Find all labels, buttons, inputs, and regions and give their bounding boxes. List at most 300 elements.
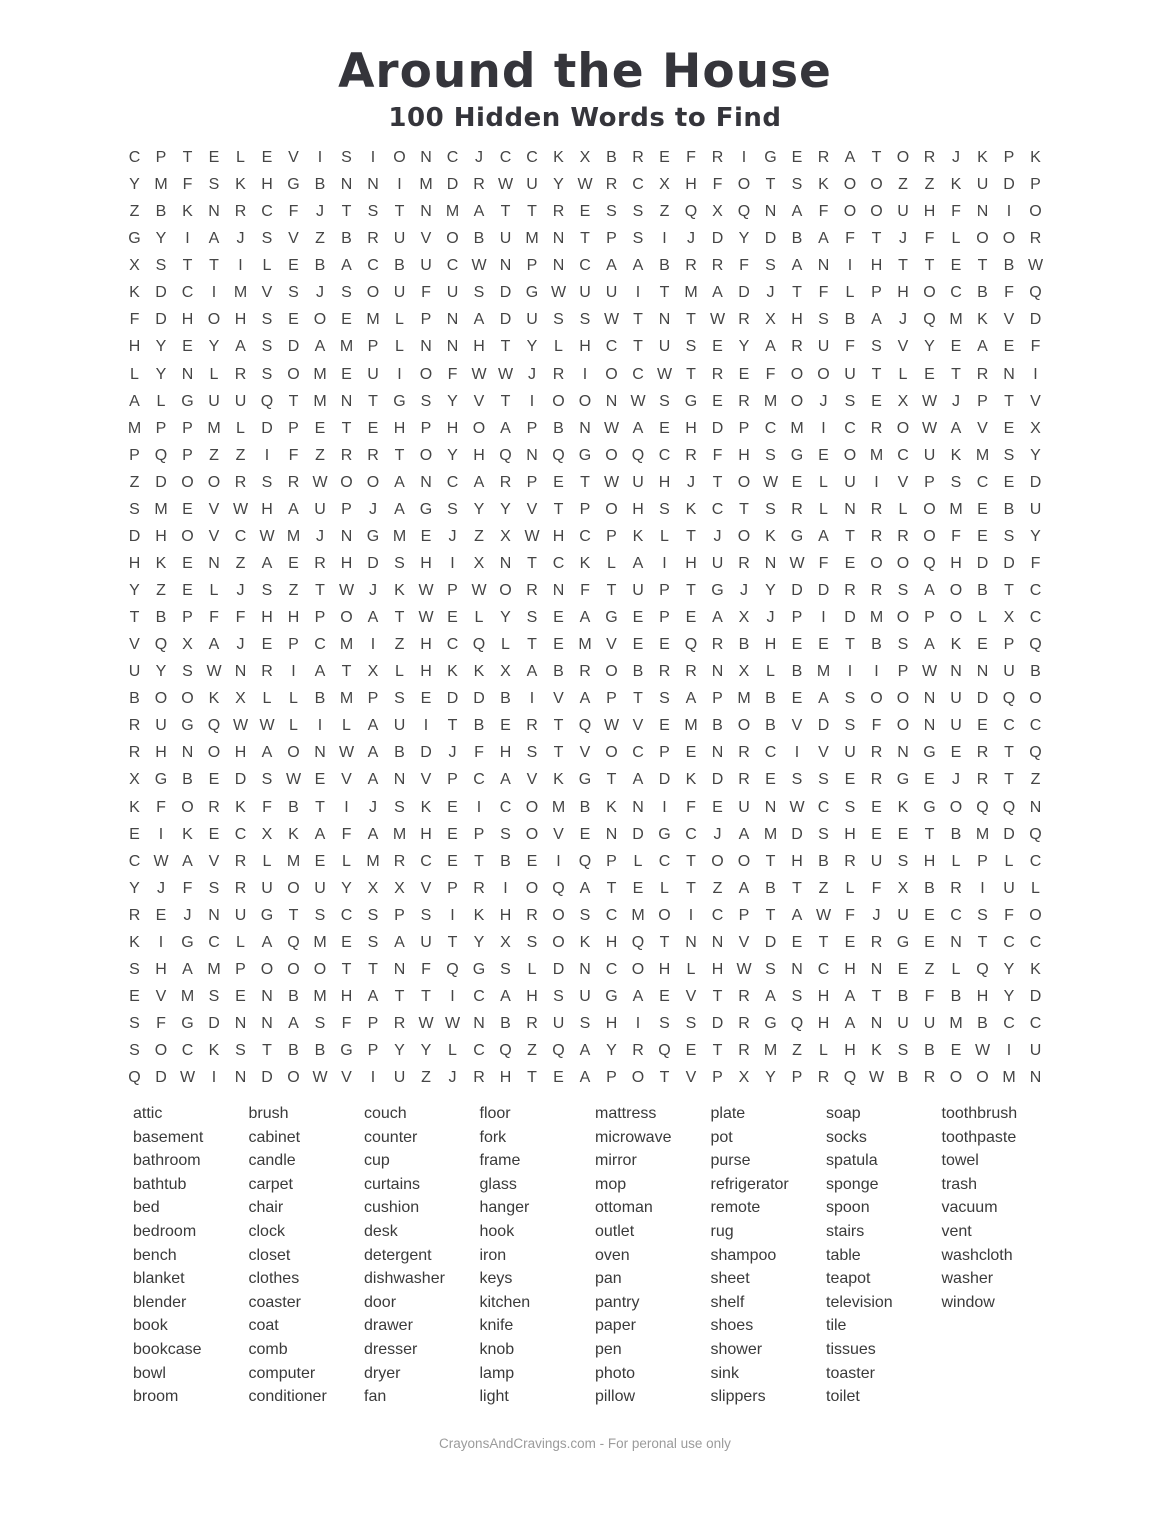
grid-cell-letter: E	[500, 717, 511, 735]
grid-cell-letter: C	[1003, 1015, 1015, 1032]
grid-cell-letter: I	[529, 690, 535, 708]
grid-cell-letter: H	[950, 554, 962, 572]
grid-cell-letter: S	[420, 392, 432, 410]
grid-cell-letter: S	[791, 771, 803, 789]
grid-row	[121, 658, 1049, 685]
grid-cell-letter: Y	[129, 879, 140, 897]
grid-cell-letter: R	[499, 473, 512, 491]
grid-row	[121, 1037, 1049, 1064]
grid-cell-letter: S	[632, 230, 644, 248]
grid-cell-letter: P	[897, 663, 909, 681]
grid-cell-letter: R	[685, 257, 697, 275]
grid-cell-letter: A	[606, 257, 617, 275]
word-list-item: toothbrush	[941, 1105, 1018, 1122]
grid-cell-letter: E	[844, 771, 856, 789]
word-list-item: teapot	[826, 1270, 871, 1288]
grid-cell-letter: D	[128, 527, 141, 545]
grid-cell-letter: D	[817, 717, 830, 735]
grid-cell-letter: Y	[1030, 527, 1041, 545]
grid-cell-letter: W	[709, 311, 726, 329]
grid-cell-letter: M	[949, 1015, 963, 1032]
grid-cell-letter: V	[473, 392, 485, 410]
grid-cell-letter: Z	[315, 446, 325, 464]
grid-cell-letter: E	[288, 311, 299, 329]
grid-cell-letter: L	[395, 663, 404, 681]
word-list-item: pantry	[595, 1293, 640, 1311]
grid-cell-letter: T	[686, 879, 696, 897]
grid-cell-letter: I	[370, 149, 376, 166]
grid-cell-letter: A	[500, 419, 511, 437]
grid-cell-letter: E	[553, 1069, 564, 1087]
grid-cell-letter: Y	[447, 446, 458, 464]
grid-cell-letter: N	[579, 960, 591, 978]
grid-cell-letter: O	[446, 230, 459, 248]
grid-cell-letter: H	[128, 338, 141, 356]
grid-cell-letter: S	[791, 987, 803, 1005]
grid-cell-letter: O	[287, 365, 300, 383]
grid-cell-letter: X	[738, 1069, 750, 1087]
grid-cell-letter: O	[843, 203, 857, 221]
grid-cell-letter: O	[817, 365, 830, 383]
grid-cell-letter: U	[632, 473, 644, 491]
grid-cell-letter: T	[580, 473, 590, 491]
grid-cell-letter: P	[1030, 176, 1041, 194]
grid-cell-letter: G	[366, 527, 380, 545]
word-list-item: chair	[248, 1199, 284, 1217]
word-list-item: coat	[248, 1317, 279, 1335]
grid-cell-letter: J	[899, 230, 907, 248]
grid-cell-letter: Z	[235, 446, 246, 464]
grid-cell-letter: P	[367, 1015, 379, 1032]
grid-cell-letter: A	[950, 419, 962, 437]
grid-cell-letter: Z	[209, 446, 219, 464]
grid-cell-letter: S	[367, 203, 379, 221]
grid-cell-letter: V	[553, 825, 564, 843]
grid-cell-letter: V	[526, 500, 538, 518]
grid-cell-letter: S	[685, 338, 697, 356]
grid-cell-letter: N	[552, 230, 565, 248]
grid-cell-letter: P	[791, 609, 803, 627]
grid-cell-letter: H	[181, 311, 194, 329]
grid-cell-letter: Q	[1029, 825, 1042, 843]
grid-cell-letter: R	[923, 149, 936, 166]
word-list-item: lamp	[479, 1364, 515, 1382]
grid-cell-letter: E	[950, 744, 962, 762]
word-search-grid	[121, 144, 1049, 1091]
grid-cell-letter: T	[951, 365, 961, 383]
grid-cell-letter: I	[397, 365, 402, 383]
grid-cell-letter: Y	[155, 338, 167, 356]
grid-cell-letter: R	[208, 798, 220, 816]
grid-cell-letter: T	[845, 636, 855, 654]
grid-cell-letter: M	[763, 825, 778, 843]
grid-cell-letter: I	[688, 906, 694, 924]
grid-cell-letter: I	[185, 230, 190, 248]
grid-cell-letter: S	[977, 906, 988, 924]
grid-cell-letter: O	[896, 419, 910, 437]
grid-cell-letter: R	[870, 771, 883, 789]
word-list-item: bookcase	[133, 1340, 202, 1358]
grid-cell-letter: Y	[738, 230, 750, 248]
grid-cell-letter: P	[367, 338, 379, 356]
grid-cell-letter: E	[367, 419, 379, 437]
grid-cell-letter: C	[181, 284, 194, 302]
grid-cell-letter: E	[871, 825, 882, 843]
grid-cell-letter: E	[447, 798, 458, 816]
grid-cell-letter: Y	[341, 879, 352, 897]
grid-cell-letter: I	[635, 284, 641, 302]
grid-cell-letter: T	[368, 392, 378, 410]
grid-cell-letter: I	[794, 744, 800, 762]
grid-cell-letter: P	[155, 419, 167, 437]
grid-cell-letter: B	[579, 798, 591, 816]
grid-cell-letter: O	[207, 311, 221, 329]
grid-cell-letter: E	[1003, 338, 1015, 356]
grid-cell-letter: L	[130, 365, 139, 383]
grid-cell-letter: B	[791, 230, 803, 248]
grid-cell-letter: M	[180, 987, 195, 1005]
grid-cell-letter: G	[578, 771, 592, 789]
grid-cell-letter: N	[764, 203, 777, 221]
grid-cell-letter: D	[711, 419, 724, 437]
grid-cell-letter: B	[473, 717, 485, 735]
grid-cell-letter: C	[420, 852, 432, 870]
grid-cell-letter: U	[632, 582, 644, 599]
word-list-item: couch	[364, 1105, 407, 1122]
grid-cell-letter: K	[685, 500, 697, 518]
grid-cell-letter: F	[421, 960, 431, 978]
grid-cell-letter: E	[791, 933, 803, 951]
grid-cell-letter: Q	[552, 446, 565, 464]
grid-cell-letter: E	[447, 852, 458, 870]
grid-cell-letter: P	[606, 852, 617, 870]
grid-cell-letter: P	[977, 392, 988, 410]
grid-cell-letter: T	[394, 609, 405, 627]
word-list-item: candle	[248, 1152, 296, 1170]
grid-cell-letter: V	[261, 284, 273, 302]
grid-cell-letter: M	[286, 852, 301, 870]
grid-cell-letter: M	[313, 365, 327, 383]
grid-cell-letter: U	[897, 1015, 909, 1032]
grid-cell-letter: S	[765, 500, 776, 518]
grid-cell-letter: C	[950, 906, 962, 924]
grid-cell-letter: R	[950, 879, 962, 897]
grid-cell-letter: C	[605, 338, 618, 356]
grid-cell-letter: N	[764, 554, 777, 572]
word-list-item: mirror	[595, 1152, 637, 1170]
grid-cell-letter: M	[869, 609, 884, 627]
word-list-item: broom	[133, 1388, 179, 1406]
grid-cell-letter: R	[526, 1015, 538, 1032]
grid-cell-letter: X	[261, 825, 273, 843]
grid-cell-letter: S	[261, 230, 273, 248]
grid-cell-letter: A	[394, 500, 405, 518]
grid-cell-letter: D	[1029, 473, 1042, 491]
grid-cell-letter: C	[473, 771, 485, 789]
grid-cell-letter: C	[128, 852, 141, 870]
grid-cell-letter: E	[924, 933, 935, 951]
grid-cell-letter: F	[924, 230, 935, 248]
grid-cell-letter: D	[817, 582, 830, 599]
grid-cell-letter: C	[446, 149, 459, 166]
grid-cell-letter: W	[338, 744, 355, 762]
grid-cell-letter: T	[871, 987, 882, 1005]
grid-cell-letter: H	[473, 338, 485, 356]
grid-cell-letter: G	[605, 609, 618, 627]
grid-cell-letter: Z	[129, 203, 140, 221]
grid-cell-letter: Q	[1029, 284, 1042, 302]
grid-cell-letter: A	[977, 338, 988, 356]
grid-cell-letter: L	[686, 960, 696, 978]
grid-cell-letter: H	[155, 744, 167, 762]
grid-cell-letter: I	[874, 473, 879, 491]
grid-cell-letter: O	[949, 798, 963, 816]
grid-cell-letter: U	[976, 176, 989, 194]
grid-cell-letter: H	[420, 825, 432, 843]
grid-cell-letter: D	[420, 744, 432, 762]
grid-cell-letter: V	[818, 744, 829, 762]
grid-cell-letter: R	[128, 717, 141, 735]
grid-cell-letter: I	[556, 852, 561, 870]
grid-cell-letter: U	[367, 365, 379, 383]
grid-cell-letter: L	[342, 852, 351, 870]
word-list-item: book	[133, 1317, 168, 1335]
grid-cell-letter: B	[553, 419, 564, 437]
grid-cell-letter: Z	[818, 879, 829, 897]
grid-cell-letter: B	[1003, 257, 1015, 275]
grid-cell-letter: N	[367, 176, 379, 194]
word-list-item: light	[479, 1388, 509, 1406]
grid-cell-letter: N	[605, 825, 618, 843]
grid-cell-letter: A	[818, 527, 829, 545]
grid-cell-letter: R	[817, 1069, 830, 1087]
grid-cell-letter: E	[182, 582, 193, 599]
grid-cell-letter: Q	[684, 636, 698, 654]
grid-cell-letter: R	[738, 392, 750, 410]
grid-cell-letter: L	[660, 879, 669, 897]
grid-cell-letter: G	[790, 446, 804, 464]
grid-cell-letter: S	[420, 906, 432, 924]
grid-cell-letter: H	[685, 176, 697, 194]
word-list-item: pan	[595, 1270, 622, 1288]
grid-cell-letter: F	[156, 1015, 166, 1032]
grid-cell-letter: Q	[631, 933, 645, 951]
grid-cell-letter: B	[1003, 500, 1015, 518]
grid-cell-letter: V	[526, 771, 538, 789]
grid-row	[121, 279, 1049, 306]
grid-cell-letter: B	[314, 1042, 326, 1060]
grid-cell-letter: V	[420, 230, 432, 248]
grid-cell-letter: G	[181, 392, 194, 410]
grid-cell-letter: S	[685, 1015, 697, 1032]
grid-cell-letter: W	[471, 257, 487, 275]
grid-cell-letter: N	[446, 338, 459, 356]
grid-cell-letter: P	[288, 636, 299, 654]
grid-cell-letter: R	[870, 500, 883, 518]
grid-cell-letter: E	[632, 609, 644, 627]
grid-cell-letter: A	[367, 744, 379, 762]
grid-cell-letter: P	[420, 419, 432, 437]
grid-cell-letter: A	[288, 500, 299, 518]
grid-cell-letter: M	[949, 500, 963, 518]
grid-cell-letter: T	[527, 203, 537, 221]
grid-cell-letter: O	[499, 582, 512, 599]
grid-cell-letter: N	[420, 149, 432, 166]
grid-cell-letter: R	[870, 419, 883, 437]
grid-cell-letter: K	[950, 176, 962, 194]
grid-cell-letter: G	[260, 906, 274, 924]
grid-cell-letter: C	[1029, 717, 1042, 735]
grid-cell-letter: S	[447, 500, 458, 518]
grid-cell-letter: E	[924, 365, 935, 383]
grid-cell-letter: L	[898, 365, 908, 383]
grid-cell-letter: A	[182, 960, 193, 978]
grid-cell-letter: B	[897, 987, 909, 1005]
grid-cell-letter: E	[579, 203, 591, 221]
grid-cell-letter: R	[526, 582, 538, 599]
grid-cell-letter: R	[632, 1042, 644, 1060]
grid-cell-letter: E	[950, 1042, 962, 1060]
grid-cell-letter: N	[976, 203, 989, 221]
grid-cell-letter: I	[264, 446, 270, 464]
grid-cell-letter: F	[182, 879, 193, 897]
grid-cell-letter: O	[949, 582, 963, 599]
grid-cell-letter: R	[791, 500, 803, 518]
grid-cell-letter: S	[659, 690, 670, 708]
grid-cell-letter: S	[818, 825, 829, 843]
grid-cell-letter: B	[288, 1042, 299, 1060]
grid-cell-letter: A	[791, 203, 803, 221]
grid-cell-letter: T	[129, 609, 140, 627]
grid-cell-letter: R	[473, 1069, 485, 1087]
word-list-item: conditioner	[248, 1388, 327, 1406]
grid-cell-letter: W	[312, 1069, 328, 1087]
word-list-column	[942, 1102, 1058, 1409]
grid-cell-letter: N	[446, 311, 459, 329]
grid-cell-letter: H	[844, 960, 856, 978]
grid-cell-letter: Q	[737, 203, 751, 221]
grid-cell-letter: E	[791, 473, 803, 491]
grid-cell-letter: E	[977, 717, 988, 735]
worksheet-header	[0, 0, 1170, 133]
word-list-item: window	[941, 1293, 995, 1311]
grid-cell-letter: P	[606, 690, 617, 708]
grid-cell-letter: T	[553, 500, 564, 518]
grid-cell-letter: N	[711, 744, 724, 762]
word-list-item: glass	[479, 1175, 517, 1193]
grid-cell-letter: X	[367, 663, 379, 681]
grid-cell-letter: O	[313, 311, 327, 329]
grid-cell-letter: X	[473, 554, 485, 572]
grid-cell-letter: V	[341, 771, 352, 789]
word-list-item: purse	[710, 1152, 751, 1170]
word-list-item: frame	[479, 1152, 521, 1170]
grid-cell-letter: B	[394, 257, 405, 275]
word-list-item: washcloth	[941, 1246, 1013, 1264]
grid-cell-letter: O	[525, 825, 539, 843]
word-list-item: spatula	[826, 1152, 878, 1170]
grid-cell-letter: U	[844, 365, 856, 383]
word-list-item: pillow	[595, 1388, 636, 1406]
word-list-item: clothes	[248, 1270, 300, 1288]
grid-cell-letter: D	[552, 960, 565, 978]
word-list-item: remote	[710, 1199, 761, 1217]
grid-cell-letter: V	[791, 717, 803, 735]
grid-cell-letter: T	[500, 392, 511, 410]
grid-cell-letter: H	[128, 554, 141, 572]
grid-cell-letter: B	[314, 257, 326, 275]
grid-cell-letter: J	[713, 527, 722, 545]
grid-cell-letter: A	[818, 230, 829, 248]
grid-cell-letter: A	[844, 1015, 856, 1032]
grid-cell-letter: Y	[129, 582, 140, 599]
grid-cell-letter: Z	[474, 527, 484, 545]
grid-cell-letter: C	[605, 906, 618, 924]
word-list-item: outlet	[595, 1222, 635, 1240]
grid-cell-letter: F	[686, 149, 696, 166]
grid-row	[121, 198, 1049, 225]
grid-cell-letter: V	[1030, 392, 1041, 410]
grid-cell-letter: O	[419, 365, 433, 383]
grid-cell-letter: L	[501, 636, 510, 654]
grid-cell-letter: J	[448, 744, 457, 762]
grid-cell-letter: U	[738, 798, 750, 816]
grid-cell-letter: P	[1003, 636, 1015, 654]
grid-cell-letter: H	[234, 744, 247, 762]
grid-cell-letter: L	[448, 1042, 457, 1060]
grid-cell-letter: G	[340, 1042, 353, 1060]
grid-cell-letter: J	[766, 284, 775, 302]
grid-cell-letter: E	[712, 392, 723, 410]
grid-cell-letter: C	[473, 987, 485, 1005]
grid-cell-letter: T	[527, 554, 537, 572]
grid-cell-letter: S	[765, 446, 776, 464]
grid-cell-letter: C	[1029, 1015, 1042, 1032]
grid-cell-letter: C	[499, 149, 512, 166]
grid-cell-letter: R	[526, 906, 538, 924]
grid-cell-letter: T	[262, 1042, 272, 1060]
grid-cell-letter: X	[659, 176, 670, 194]
grid-cell-letter: P	[314, 609, 326, 627]
grid-cell-letter: Q	[1029, 744, 1042, 762]
grid-cell-letter: Y	[155, 230, 167, 248]
grid-cell-letter: Z	[288, 582, 299, 599]
grid-cell-letter: G	[287, 176, 300, 194]
grid-cell-letter: D	[1029, 311, 1042, 329]
grid-cell-letter: W	[815, 906, 832, 924]
word-list-item: computer	[248, 1364, 316, 1382]
grid-cell-letter: E	[341, 365, 352, 383]
word-list-item: bed	[133, 1199, 160, 1217]
word-list-item: towel	[941, 1152, 979, 1170]
grid-cell-letter: Y	[1030, 446, 1041, 464]
grid-cell-letter: O	[181, 527, 194, 545]
word-list	[133, 1102, 1057, 1409]
grid-cell-letter: K	[129, 933, 140, 951]
grid-cell-letter: C	[764, 744, 777, 762]
grid-cell-letter: E	[155, 906, 167, 924]
grid-cell-letter: S	[500, 825, 511, 843]
word-list-item: shoes	[710, 1317, 754, 1335]
grid-cell-letter: D	[844, 609, 856, 627]
grid-cell-letter: D	[1003, 554, 1015, 572]
grid-cell-letter: W	[630, 392, 646, 410]
grid-cell-letter: Q	[684, 203, 698, 221]
grid-cell-letter: Y	[738, 338, 750, 356]
grid-cell-letter: U	[420, 933, 432, 951]
grid-cell-letter: I	[662, 230, 667, 248]
grid-cell-letter: N	[181, 365, 194, 383]
